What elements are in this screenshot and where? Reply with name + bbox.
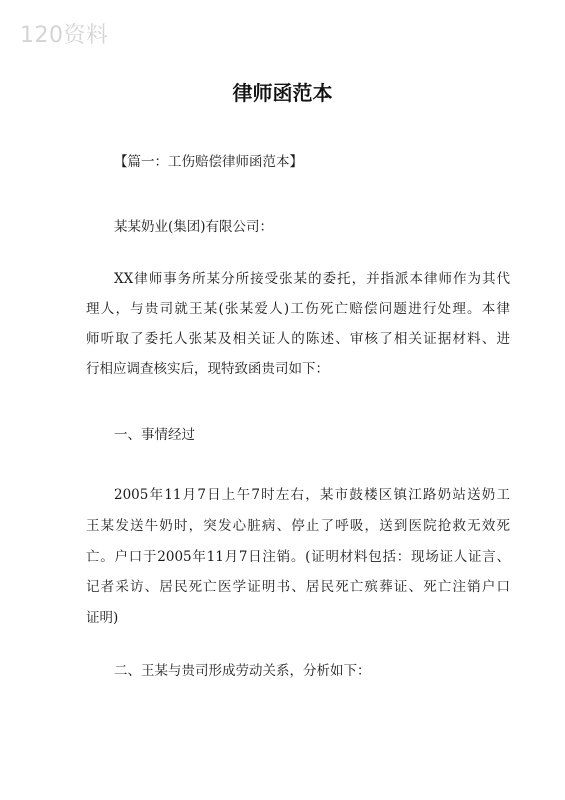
paragraph-2-line-5: 证明) <box>86 610 119 626</box>
paragraph-1-line-2: 理人，与贵司就王某(张某爱人)工伤死亡赔偿问题进行处理。本律 <box>86 301 510 317</box>
heading-2: 二、王某与贵司形成劳动关系，分析如下： <box>114 663 371 679</box>
section-heading: 【篇一：工伤赔偿律师函范本】 <box>114 154 303 170</box>
heading-1: 一、事情经过 <box>114 427 195 443</box>
paragraph-1-line-1: XX律师事务所某分所接受张某的委托，并指派本律师作为其代 <box>114 271 510 287</box>
paragraph-1-line-3: 师听取了委托人张某及相关证人的陈述、审核了相关证据材料、进 <box>86 331 510 347</box>
watermark-logo: 120资料 <box>20 23 109 48</box>
paragraph-2-line-3: 亡。户口于2005年11月7日注销。(证明材料包括：现场证人证言、 <box>86 549 510 565</box>
paragraph-2-line-4: 记者采访、居民死亡医学证明书、居民死亡殡葬证、死亡注销户口 <box>86 579 510 595</box>
paragraph-2-line-2: 王某发送牛奶时，突发心脏病、停止了呼吸，送到医院抢救无效死 <box>86 518 510 534</box>
document-title: 律师函范本 <box>232 81 333 105</box>
paragraph-1-line-4: 行相应调查核实后，现特致函贵司如下： <box>86 361 329 377</box>
addressee-line: 某某奶业(集团)有限公司： <box>114 219 274 235</box>
paragraph-2-line-1: 2005年11月7日上午7时左右，某市鼓楼区镇江路奶站送奶工 <box>114 487 510 503</box>
